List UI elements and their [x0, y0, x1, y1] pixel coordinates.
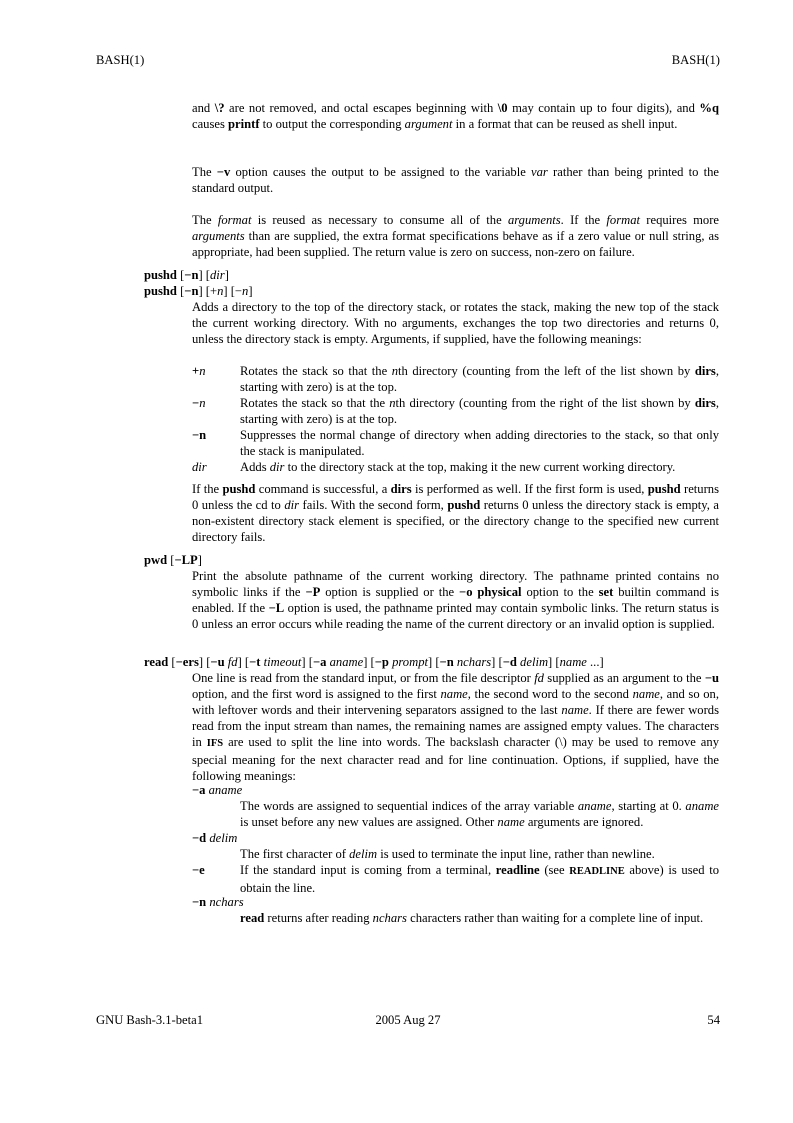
page-number: 54 — [707, 1013, 720, 1027]
pushd-synopsis-2: pushd [−n] [+n] [−n] — [144, 284, 253, 298]
pushd-synopsis-1: pushd [−n] [dir] — [144, 268, 229, 282]
read-option-d-description: The first character of delim is used to terminate the input line, rather than newline. — [240, 847, 655, 861]
read-option-d-label: −d delim — [192, 831, 238, 845]
pushd-option-n-description: Suppresses the normal change of directory when adding directories to the stack, so that only the stack is manipulated. — [240, 428, 719, 458]
pushd-option-n-label: −n — [192, 428, 207, 442]
read-option-e-label: −e — [192, 863, 205, 877]
read-description: One line is read from the standard input, or from the file descriptor fd supplied as an argument to the −u option, and the first word is assigned to the first name, the second word to the second name, and so on, with leftover words and their intervening separators assigned to the last name. If there are fewer words read from the input stream than names, the remaining names are assigned empty values. The characters in IFS are used to split the line into words. The backslash character (\) may be used to remove any special meaning for the next character read and for line continuation. Options, if supplied, have the following meanings: — [192, 671, 719, 783]
printf-escape-paragraph: and \? are not removed, and octal escapes beginning with \0 may contain up to four digits), and %q causes printf to output the corresponding argument in a format that can be reused as shell input. — [192, 101, 720, 131]
read-option-n-label: −n nchars — [192, 895, 244, 909]
read-option-n-description: read returns after reading nchars characters rather than waiting for a complete line of input. — [240, 911, 704, 925]
footer-date: 2005 Aug 27 — [375, 1013, 441, 1027]
pwd-description: Print the absolute pathname of the current working directory. The pathname printed contains no symbolic links if the −P option is supplied or the −o physical option to the set builtin command is enabled. If the −L option is used, the pathname printed may contain symbolic links. The return status is 0 unless an error occurs while reading the name of the current directory or an invalid option is supplied. — [192, 569, 720, 631]
pushd-result-paragraph: If the pushd command is successful, a dirs is performed as well. If the first form is used, pushd returns 0 unless the cd to dir fails. With the second form, pushd returns 0 unless the directory stack is empty, a non-existent directory stack element is specified, or the directory change to the specified new current directory fails. — [192, 482, 720, 544]
read-option-a-label: −a aname — [192, 783, 243, 797]
page-footer — [96, 1012, 720, 1028]
pushd-option-plus-n-label: +n — [192, 364, 206, 378]
printf-v-option-paragraph: The −v option causes the output to be assigned to the variable var rather than being printed to the standard output. — [192, 165, 719, 195]
read-option-e-description: If the standard input is coming from a terminal, readline (see READLINE above) is used to obtain the line. — [240, 863, 719, 895]
pushd-option-minus-n-description: Rotates the stack so that the nth directory (counting from the right of the list shown by dirs, starting with zero) is at the top. — [240, 396, 719, 426]
printf-format-paragraph: The format is reused as necessary to consume all of the arguments. If the format requires more arguments than are supplied, the extra format specifications behave as if a zero value or null string, as appropriate, had been supplied. The return value is zero on success, non-zero on failure. — [192, 213, 720, 259]
footer-left: GNU Bash-3.1-beta1 — [96, 1013, 204, 1027]
page-header — [96, 52, 720, 68]
pushd-description: Adds a directory to the top of the directory stack, or rotates the stack, making the new top of the stack the current working directory. With no arguments, exchanges the top two directories and returns 0, unless the directory stack is empty. Arguments, if supplied, have the following meanings: — [192, 300, 719, 346]
pushd-option-dir-description: Adds dir to the directory stack at the top, making it the new current working directory. — [240, 460, 676, 474]
pushd-option-dir-label: dir — [192, 460, 207, 474]
header-left: BASH(1) — [96, 53, 145, 67]
read-synopsis: read [−ers] [−u fd] [−t timeout] [−a aname] [−p prompt] [−n nchars] [−d delim] [name ...] — [144, 655, 604, 669]
pwd-synopsis: pwd [−LP] — [144, 553, 202, 567]
read-option-a-description: The words are assigned to sequential indices of the array variable aname, starting at 0. aname is unset before any new values are assigned. Other name arguments are ignored. — [240, 799, 719, 829]
pushd-option-plus-n-description: Rotates the stack so that the nth directory (counting from the left of the list shown by dirs, starting with zero) is at the top. — [240, 364, 719, 394]
pushd-option-minus-n-label: −n — [192, 396, 206, 410]
header-right: BASH(1) — [671, 53, 720, 67]
